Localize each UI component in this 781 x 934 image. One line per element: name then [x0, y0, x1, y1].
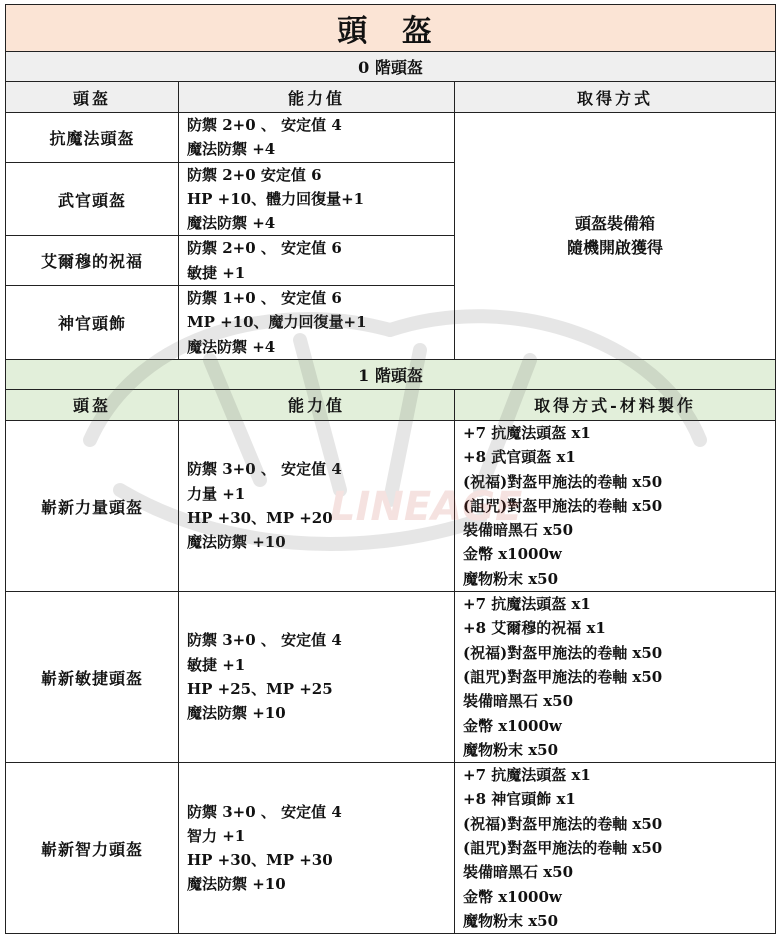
materials-list	[455, 420, 776, 591]
helmet-stats	[179, 286, 455, 360]
table-row	[6, 763, 776, 934]
material-line: 裝備暗黑石 x50	[463, 692, 574, 711]
page-title: 頭 盔	[6, 5, 776, 52]
material-line: 金幣 x1000w	[463, 716, 562, 735]
material-line: 魔物粉末 x50	[463, 740, 559, 759]
stat-line: 敏捷 +1	[187, 263, 246, 282]
material-line: 魔物粉末 x50	[463, 569, 559, 588]
helmet-stats	[179, 592, 455, 763]
stat-line: 防禦 2+0 、 安定值 6	[187, 239, 342, 258]
material-line: 裝備暗黑石 x50	[463, 521, 574, 540]
helmet-name: 武官頭盔	[6, 162, 179, 236]
col-header-source: 取得方式	[455, 82, 776, 113]
material-line: (祝福)對盔甲施法的卷軸 x50	[463, 643, 663, 662]
helmet-name: 艾爾穆的祝福	[6, 236, 179, 286]
material-line: 金幣 x1000w	[463, 545, 562, 564]
stat-line: 防禦 3+0 、 安定值 4	[187, 802, 342, 821]
stat-line: 防禦 2+0 、 安定值 4	[187, 116, 342, 134]
material-line: (詛咒)對盔甲施法的卷軸 x50	[463, 667, 663, 686]
stat-line: 魔法防禦 +4	[187, 140, 276, 159]
helmet-name: 抗魔法頭盔	[6, 113, 179, 163]
helmet-stats	[179, 162, 455, 236]
stat-line: 防禦 2+0 安定值 6	[187, 165, 322, 184]
source-line: 頭盔裝備箱	[575, 213, 656, 233]
stat-line: 魔法防禦 +4	[187, 214, 276, 233]
material-line: 魔物粉末 x50	[463, 911, 559, 930]
stat-line: 魔法防禦 +10	[187, 533, 286, 552]
stat-line: 魔法防禦 +10	[187, 704, 286, 723]
stat-line: 敏捷 +1	[187, 655, 246, 674]
material-line: (詛咒)對盔甲施法的卷軸 x50	[463, 496, 663, 515]
col-header-stats: 能力值	[179, 389, 455, 420]
stat-line: HP +30、MP +30	[187, 851, 333, 870]
table-row	[6, 420, 776, 591]
materials-list	[455, 592, 776, 763]
watermark-text: LINEAGE	[330, 484, 523, 530]
col-header-helmet: 頭盔	[6, 389, 179, 420]
stat-line: MP +10、魔力回復量+1	[187, 313, 367, 332]
material-line: 裝備暗黑石 x50	[463, 863, 574, 882]
col-header-stats: 能力值	[179, 82, 455, 113]
material-line: (詛咒)對盔甲施法的卷軸 x50	[463, 839, 663, 858]
col-header-materials: 取得方式-材料製作	[455, 389, 776, 420]
tier1-label: 1 階頭盔	[6, 359, 776, 389]
helmet-stats	[179, 420, 455, 591]
material-line: 金幣 x1000w	[463, 887, 562, 906]
helmet-table	[5, 4, 776, 934]
stat-line: HP +25、MP +25	[187, 680, 333, 699]
material-line: +8 艾爾穆的祝福 x1	[463, 619, 606, 638]
helmet-name: 神官頭飾	[6, 286, 179, 360]
stat-line: 力量 +1	[187, 484, 246, 503]
tier0-label: 0 階頭盔	[6, 52, 776, 82]
material-line: (祝福)對盔甲施法的卷軸 x50	[463, 472, 663, 491]
helmet-name: 嶄新智力頭盔	[6, 763, 179, 934]
helmet-name: 嶄新敏捷頭盔	[6, 592, 179, 763]
material-line: (祝福)對盔甲施法的卷軸 x50	[463, 814, 663, 833]
stat-line: 魔法防禦 +10	[187, 875, 286, 894]
tier0-source	[455, 113, 776, 360]
material-line: +7 抗魔法頭盔 x1	[463, 766, 591, 785]
helmet-name: 嶄新力量頭盔	[6, 420, 179, 591]
stat-line: 防禦 3+0 、 安定值 4	[187, 631, 342, 650]
helmet-stats	[179, 113, 455, 163]
stat-line: HP +30、MP +20	[187, 509, 333, 527]
helmet-stats	[179, 763, 455, 934]
stat-line: 防禦 3+0 、 安定值 4	[187, 460, 342, 479]
table-row	[6, 113, 776, 163]
source-line: 隨機開啟獲得	[567, 237, 664, 257]
table-row	[6, 592, 776, 763]
stat-line: 智力 +1	[187, 826, 246, 845]
material-line: +7 抗魔法頭盔 x1	[463, 423, 591, 442]
material-line: +8 武官頭盔 x1	[463, 448, 576, 467]
col-header-helmet: 頭盔	[6, 82, 179, 113]
stat-line: 防禦 1+0 、 安定值 6	[187, 289, 342, 308]
stat-line: 魔法防禦 +4	[187, 337, 276, 356]
helmet-stats	[179, 236, 455, 286]
material-line: +8 神官頭飾 x1	[463, 790, 576, 809]
stat-line: HP +10、體力回復量+1	[187, 189, 365, 208]
material-line: +7 抗魔法頭盔 x1	[463, 595, 591, 614]
materials-list	[455, 763, 776, 934]
